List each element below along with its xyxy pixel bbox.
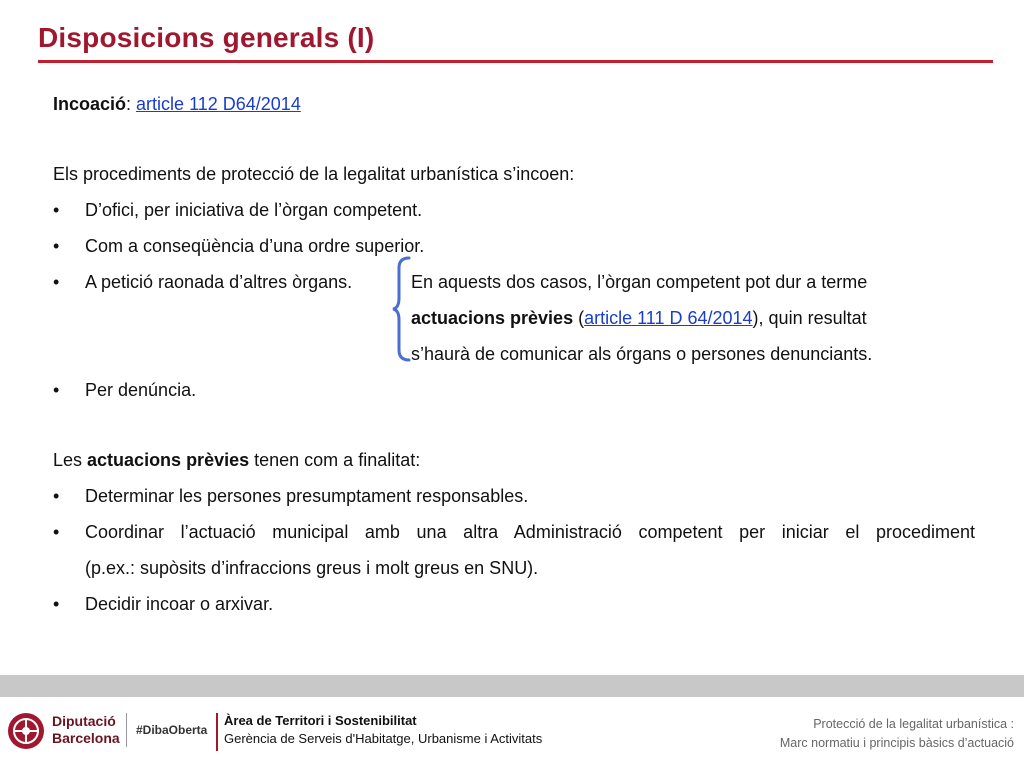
brace-note bbox=[411, 264, 971, 372]
logo-line2: Barcelona bbox=[52, 730, 120, 746]
brace-note-paren: ( bbox=[573, 308, 585, 328]
list-item bbox=[53, 514, 975, 550]
footer-presentation-title bbox=[780, 715, 1014, 753]
list-item-text: A petició raonada d’altres òrgans. bbox=[85, 272, 353, 292]
list-item-text: Decidir incoar o arxivar. bbox=[85, 594, 274, 614]
brace-note-bold: actuacions prèvies bbox=[411, 308, 574, 328]
slide-content bbox=[53, 86, 975, 622]
footer-right-line2: Marc normatiu i principis bàsics d’actuació bbox=[779, 736, 1014, 750]
actuacions-intro bbox=[53, 442, 975, 478]
footer-right-line1: Protecció de la legalitat urbanística : bbox=[813, 717, 1014, 731]
area-title: Àrea de Territori i Sostenibilitat bbox=[224, 713, 417, 728]
diputacio-logo-icon bbox=[6, 711, 46, 751]
list-item bbox=[53, 192, 975, 228]
bullet-icon: • bbox=[53, 272, 60, 292]
bullet-icon: • bbox=[53, 594, 60, 614]
bullet-icon: • bbox=[53, 236, 60, 256]
title-underline bbox=[38, 60, 993, 63]
actuacions-bold: actuacions prèvies bbox=[87, 450, 250, 470]
area-subtitle: Gerència de Serveis d'Habitatge, Urbanisme i Activitats bbox=[224, 731, 543, 746]
brace-note-after-link: ), quin resultat bbox=[752, 308, 867, 328]
incoacio-line bbox=[53, 86, 975, 122]
list-item-text: Determinar les persones presumptament responsables. bbox=[85, 486, 529, 506]
area-divider bbox=[216, 713, 218, 751]
incoacio-sep: : bbox=[126, 94, 137, 114]
list-item-text: Coordinar l’actuació municipal amb una altra Administració competent per iniciar el procediment bbox=[85, 522, 975, 542]
footer-bar bbox=[0, 675, 1024, 697]
list-item bbox=[53, 372, 975, 408]
logo-text bbox=[52, 713, 120, 747]
list-item bbox=[53, 228, 975, 264]
logo-divider bbox=[126, 713, 127, 747]
bullet-icon: • bbox=[53, 522, 60, 542]
brace-note-line2 bbox=[411, 300, 971, 336]
page-title: Disposicions generals (I) bbox=[38, 22, 375, 53]
footer bbox=[0, 697, 1024, 768]
curly-brace-icon bbox=[391, 254, 411, 364]
bullet-icon: • bbox=[53, 380, 60, 400]
actuacions-pre: Les bbox=[53, 450, 88, 470]
list-item-text: D’ofici, per iniciativa de l’òrgan competent. bbox=[85, 200, 423, 220]
list-item-continuation: (p.ex.: supòsits d’infraccions greus i molt greus en SNU). bbox=[85, 558, 539, 578]
hashtag-text: #DibaOberta bbox=[136, 723, 208, 737]
bullet-icon: • bbox=[53, 486, 60, 506]
list-item bbox=[53, 586, 975, 622]
article-111-link[interactable]: article 111 D 64/2014 bbox=[584, 308, 753, 328]
logo-line1: Diputació bbox=[52, 713, 116, 729]
intro-text: Els procediments de protecció de la legalitat urbanística s’incoen: bbox=[53, 164, 575, 184]
brace-note-line3: s’haurà de comunicar als órgans o persones denunciants. bbox=[411, 344, 873, 364]
list-item bbox=[53, 478, 975, 514]
incoacio-label: Incoació bbox=[53, 94, 127, 114]
list-item-text: Per denúncia. bbox=[85, 380, 197, 400]
brace-block bbox=[53, 264, 975, 372]
actuacions-post: tenen com a finalitat: bbox=[249, 450, 421, 470]
brace-note-line1: En aquests dos casos, l’òrgan competent pot dur a terme bbox=[411, 272, 868, 292]
article-112-link[interactable]: article 112 D64/2014 bbox=[136, 94, 301, 114]
bullet-icon: • bbox=[53, 200, 60, 220]
list-item-text: Com a conseqüència d’una ordre superior. bbox=[85, 236, 425, 256]
